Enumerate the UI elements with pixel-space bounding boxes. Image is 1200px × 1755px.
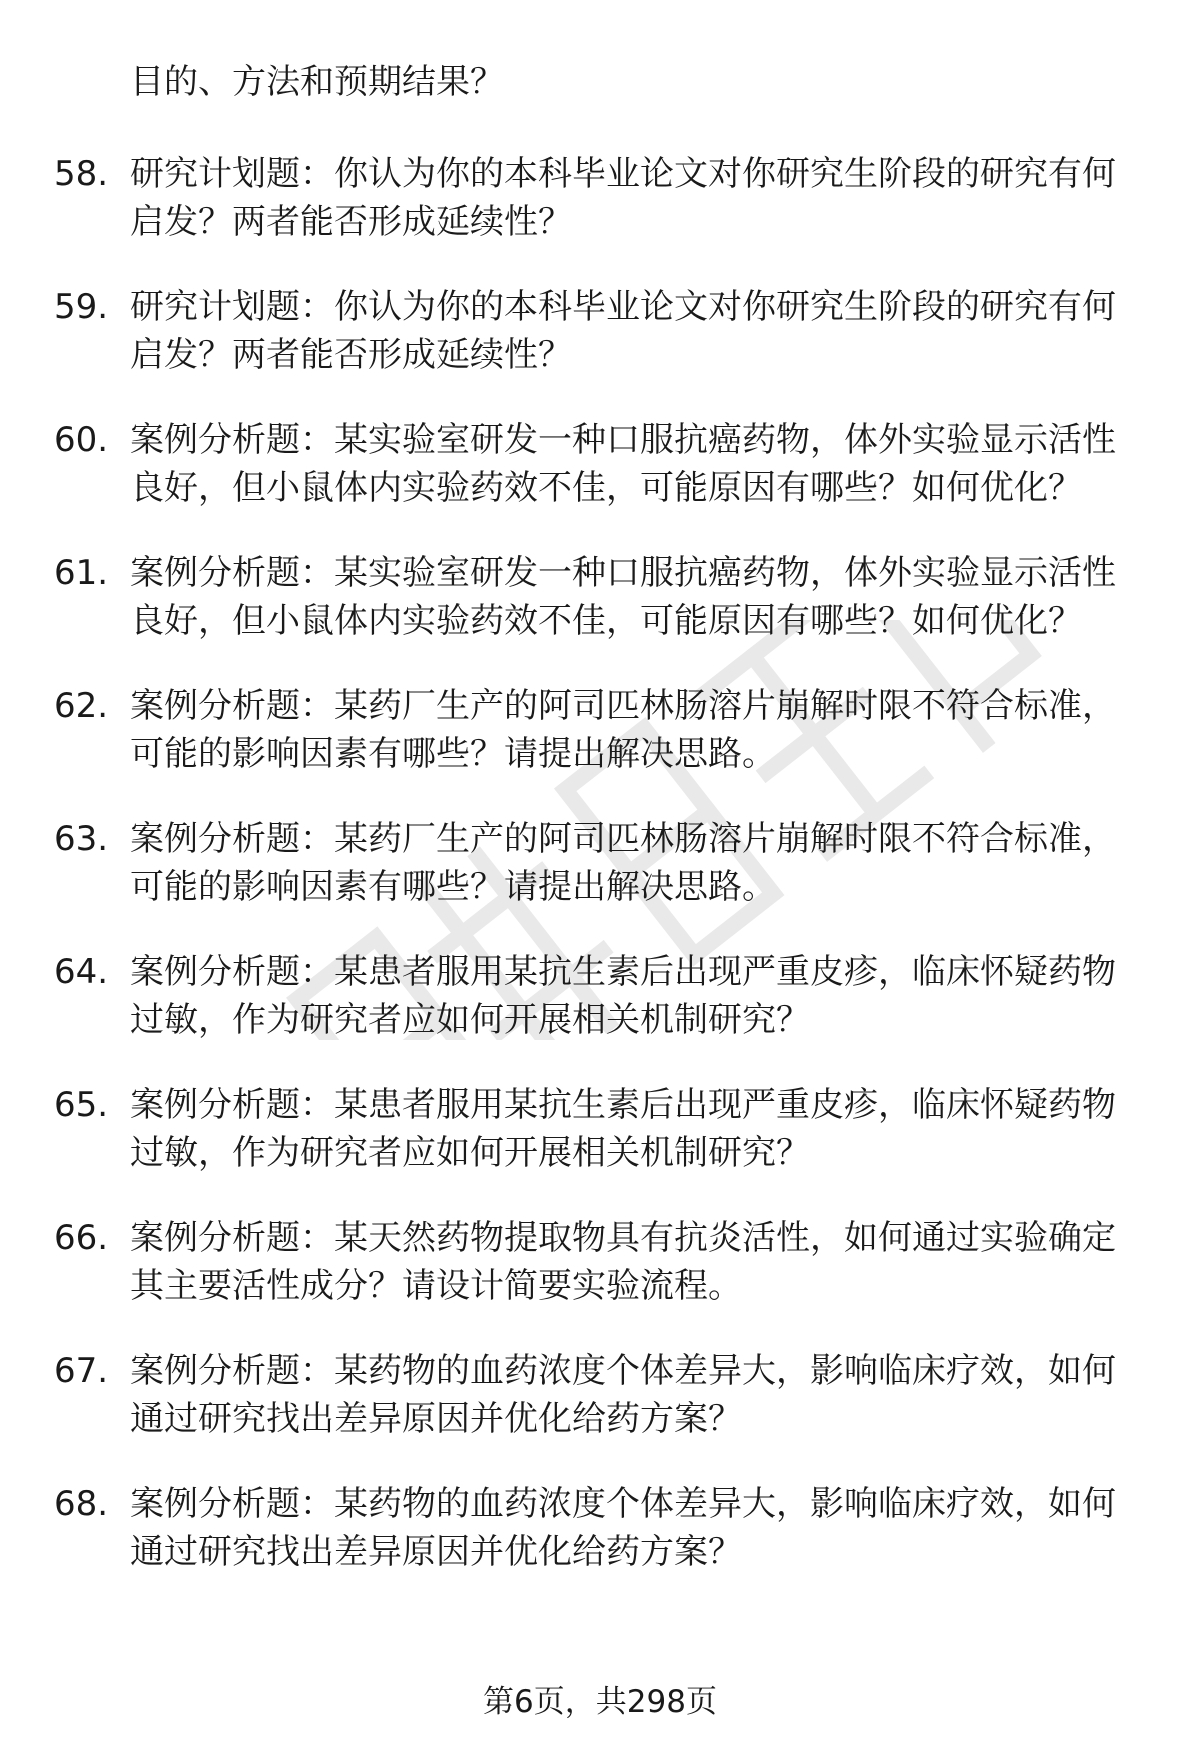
question-item xyxy=(0,416,1200,512)
question-item xyxy=(0,1347,1200,1443)
question-text: 研究计划题：你认为你的本科毕业论文对你研究生阶段的研究有何启发？两者能否形成延续性？ xyxy=(130,154,1116,242)
question-item xyxy=(0,815,1200,911)
question-text: 案例分析题：某药厂生产的阿司匹林肠溶片崩解时限不符合标准，可能的影响因素有哪些？请提出解决思路。 xyxy=(130,686,1116,774)
question-number: 62. xyxy=(54,686,109,726)
question-item xyxy=(0,1480,1200,1576)
question-number: 66. xyxy=(54,1218,109,1258)
question-number: 67. xyxy=(54,1351,109,1391)
question-item xyxy=(0,283,1200,379)
question-text: 研究计划题：你认为你的本科毕业论文对你研究生阶段的研究有何启发？两者能否形成延续性？ xyxy=(130,287,1116,375)
question-number: 60. xyxy=(54,420,109,460)
question-number: 59. xyxy=(54,287,109,327)
question-text: 案例分析题：某药物的血药浓度个体差异大，影响临床疗效，如何通过研究找出差异原因并优化给药方案？ xyxy=(130,1351,1116,1439)
question-text: 案例分析题：某天然药物提取物具有抗炎活性，如何通过实验确定其主要活性成分？请设计简要实验流程。 xyxy=(130,1218,1116,1306)
question-item xyxy=(0,549,1200,645)
question-item xyxy=(0,1081,1200,1177)
question-item xyxy=(0,150,1200,246)
question-text: 案例分析题：某实验室研发一种口服抗癌药物，体外实验显示活性良好，但小鼠体内实验药效不佳，可能原因有哪些？如何优化？ xyxy=(130,420,1116,508)
question-number: 64. xyxy=(54,952,109,992)
question-number: 58. xyxy=(54,154,109,194)
question-number: 61. xyxy=(54,553,109,593)
question-item xyxy=(0,1214,1200,1310)
question-item xyxy=(0,682,1200,778)
question-list xyxy=(0,150,1200,1613)
continuation-text: 目的、方法和预期结果？ xyxy=(130,62,504,102)
question-item xyxy=(0,948,1200,1044)
question-text: 案例分析题：某药厂生产的阿司匹林肠溶片崩解时限不符合标准，可能的影响因素有哪些？请提出解决思路。 xyxy=(130,819,1116,907)
question-number: 63. xyxy=(54,819,109,859)
page-footer: 第6页，共298页 xyxy=(483,1684,717,1720)
question-number: 68. xyxy=(54,1484,109,1524)
question-text: 案例分析题：某患者服用某抗生素后出现严重皮疹，临床怀疑药物过敏，作为研究者应如何开展相关机制研究？ xyxy=(130,952,1116,1040)
question-text: 案例分析题：某药物的血药浓度个体差异大，影响临床疗效，如何通过研究找出差异原因并优化给药方案？ xyxy=(130,1484,1116,1572)
question-text: 案例分析题：某患者服用某抗生素后出现严重皮疹，临床怀疑药物过敏，作为研究者应如何开展相关机制研究？ xyxy=(130,1085,1116,1173)
question-text: 案例分析题：某实验室研发一种口服抗癌药物，体外实验显示活性良好，但小鼠体内实验药效不佳，可能原因有哪些？如何优化？ xyxy=(130,553,1116,641)
question-number: 65. xyxy=(54,1085,109,1125)
